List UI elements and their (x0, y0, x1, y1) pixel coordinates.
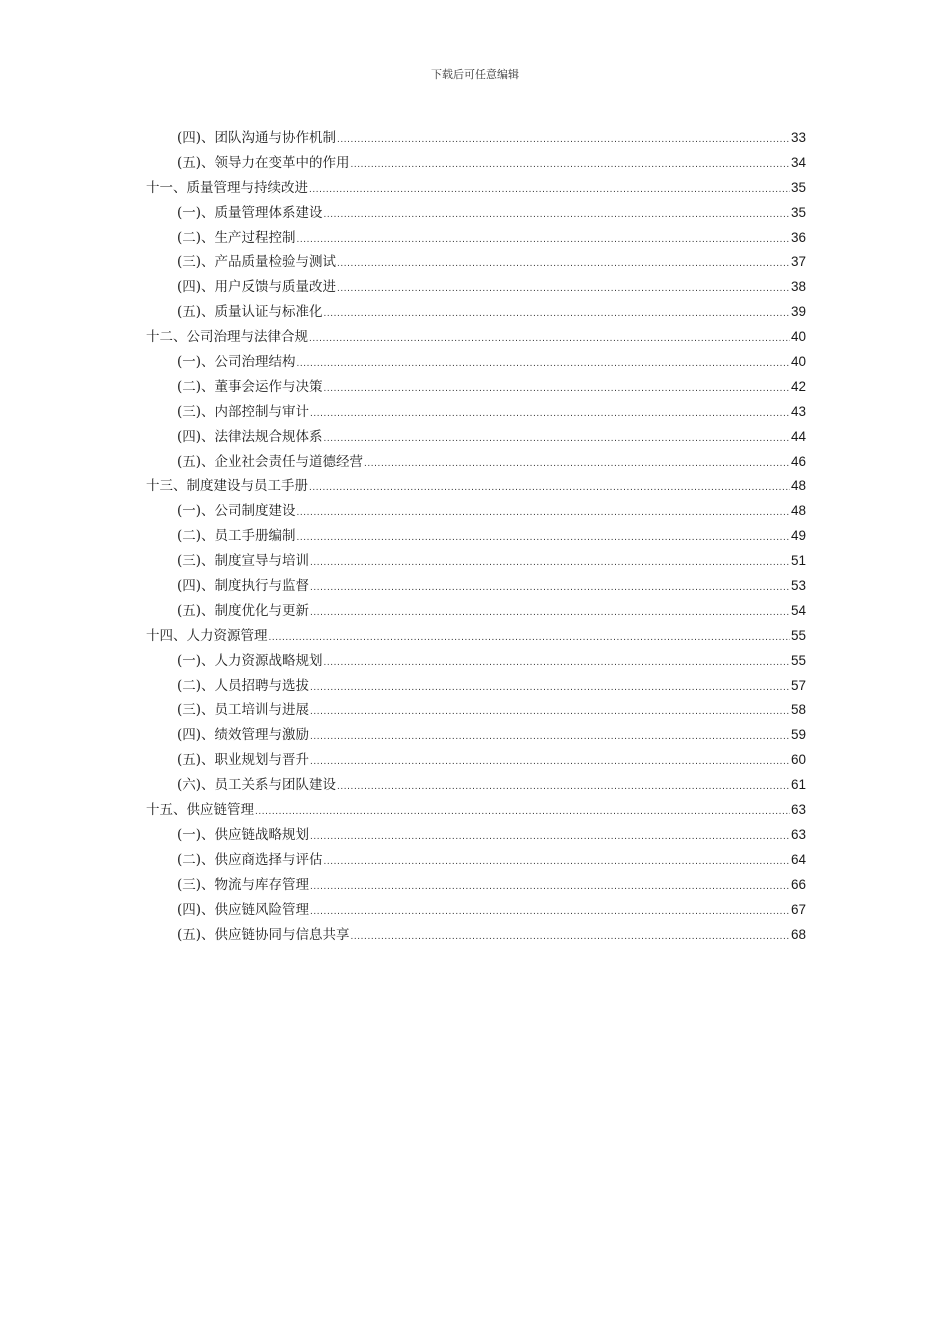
toc-entry-title: (三)、员工培训与进展 (177, 702, 310, 719)
toc-dot-leader (324, 427, 790, 452)
toc-dot-leader (310, 676, 790, 701)
toc-dot-leader (255, 800, 790, 825)
toc-page-number: 49 (790, 528, 806, 544)
toc-dot-leader (297, 501, 790, 526)
toc-page-number: 51 (790, 553, 806, 569)
toc-page-number: 35 (790, 204, 806, 220)
toc-page-number: 38 (790, 279, 806, 295)
toc-dot-leader (351, 925, 790, 950)
toc-dot-leader (297, 352, 790, 377)
toc-section-entry[interactable] (146, 151, 806, 176)
toc-entry-title: (三)、制度宣导与培训 (177, 553, 310, 570)
toc-entry-title: (四)、法律法规合规体系 (177, 428, 323, 445)
toc-entry-title: (五)、职业规划与晋升 (177, 752, 310, 769)
toc-page-number: 40 (790, 329, 806, 345)
toc-entry-title: 十一、质量管理与持续改进 (146, 179, 308, 196)
toc-section-entry[interactable] (146, 400, 806, 425)
toc-section-entry[interactable] (146, 275, 806, 300)
toc-dot-leader (310, 700, 790, 725)
toc-page-number: 60 (790, 752, 806, 768)
toc-section-entry[interactable] (146, 549, 806, 574)
toc-section-entry[interactable] (146, 201, 806, 226)
toc-page-number: 61 (790, 777, 806, 793)
toc-chapter-entry[interactable] (146, 798, 806, 823)
toc-entry-title: (二)、生产过程控制 (177, 229, 296, 246)
toc-entry-title: 十二、公司治理与法律合规 (146, 329, 308, 346)
toc-page-number: 59 (790, 727, 806, 743)
toc-section-entry[interactable] (146, 773, 806, 798)
toc-page-number: 68 (790, 926, 806, 942)
toc-entry-title: (三)、产品质量检验与测试 (177, 254, 337, 271)
toc-entry-title: (一)、公司治理结构 (177, 354, 296, 371)
toc-page-number: 66 (790, 876, 806, 892)
toc-dot-leader (310, 725, 790, 750)
toc-entry-title: (一)、人力资源战略规划 (177, 652, 323, 669)
toc-section-entry[interactable] (146, 226, 806, 251)
toc-dot-leader (310, 601, 790, 626)
toc-chapter-entry[interactable] (146, 176, 806, 201)
toc-section-entry[interactable] (146, 524, 806, 549)
toc-page-number: 55 (790, 652, 806, 668)
toc-entry-title: (五)、领导力在变革中的作用 (177, 154, 350, 171)
toc-entry-title: (一)、公司制度建设 (177, 503, 296, 520)
toc-section-entry[interactable] (146, 350, 806, 375)
toc-dot-leader (324, 377, 790, 402)
toc-section-entry[interactable] (146, 873, 806, 898)
toc-section-entry[interactable] (146, 748, 806, 773)
toc-section-entry[interactable] (146, 823, 806, 848)
toc-dot-leader (310, 750, 790, 775)
toc-dot-leader (324, 651, 790, 676)
toc-page-number: 63 (790, 802, 806, 818)
toc-dot-leader (364, 452, 790, 477)
toc-entry-title: 十五、供应链管理 (146, 802, 254, 819)
toc-dot-leader (310, 875, 790, 900)
toc-section-entry[interactable] (146, 300, 806, 325)
toc-page-number: 64 (790, 851, 806, 867)
toc-page-number: 36 (790, 229, 806, 245)
toc-section-entry[interactable] (146, 723, 806, 748)
toc-page-number: 42 (790, 378, 806, 394)
toc-entry-title: (一)、质量管理体系建设 (177, 204, 323, 221)
toc-page-number: 35 (790, 179, 806, 195)
toc-entry-title: (二)、员工手册编制 (177, 528, 296, 545)
toc-dot-leader (310, 402, 790, 427)
toc-dot-leader (324, 203, 790, 228)
toc-dot-leader (324, 850, 790, 875)
toc-dot-leader (310, 900, 790, 925)
toc-entry-title: (五)、质量认证与标准化 (177, 304, 323, 321)
toc-page-number: 43 (790, 403, 806, 419)
toc-chapter-entry[interactable] (146, 624, 806, 649)
toc-page-number: 57 (790, 677, 806, 693)
toc-page-number: 48 (790, 503, 806, 519)
toc-dot-leader (324, 302, 790, 327)
toc-chapter-entry[interactable] (146, 474, 806, 499)
toc-dot-leader (269, 626, 790, 651)
toc-chapter-entry[interactable] (146, 325, 806, 350)
toc-dot-leader (337, 252, 790, 277)
toc-section-entry[interactable] (146, 848, 806, 873)
toc-entry-title: (三)、内部控制与审计 (177, 403, 310, 420)
toc-page-number: 48 (790, 478, 806, 494)
toc-dot-leader (310, 551, 790, 576)
toc-page-number: 34 (790, 154, 806, 170)
toc-section-entry[interactable] (146, 698, 806, 723)
toc-page-number: 37 (790, 254, 806, 270)
toc-section-entry[interactable] (146, 574, 806, 599)
toc-entry-title: (三)、物流与库存管理 (177, 876, 310, 893)
toc-section-entry[interactable] (146, 126, 806, 151)
toc-dot-leader (337, 128, 790, 153)
table-of-contents (146, 126, 806, 947)
toc-page-number: 44 (790, 428, 806, 444)
toc-section-entry[interactable] (146, 649, 806, 674)
toc-entry-title: (二)、人员招聘与选拔 (177, 677, 310, 694)
toc-dot-leader (297, 228, 790, 253)
toc-dot-leader (351, 153, 790, 178)
toc-page-number: 33 (790, 130, 806, 145)
toc-entry-title: (四)、用户反馈与质量改进 (177, 279, 337, 296)
toc-entry-title: (四)、供应链风险管理 (177, 901, 310, 918)
toc-entry-title: (一)、供应链战略规划 (177, 826, 310, 843)
toc-section-entry[interactable] (146, 250, 806, 275)
toc-entry-title: (五)、企业社会责任与道德经营 (177, 453, 364, 470)
toc-entry-title: (四)、制度执行与监督 (177, 578, 310, 595)
toc-section-entry[interactable] (146, 599, 806, 624)
toc-page-number: 54 (790, 602, 806, 618)
toc-dot-leader (310, 576, 790, 601)
toc-page-number: 53 (790, 578, 806, 594)
toc-entry-title: (二)、董事会运作与决策 (177, 378, 323, 395)
toc-page-number: 40 (790, 354, 806, 370)
toc-page-number: 67 (790, 901, 806, 917)
toc-section-entry[interactable] (146, 674, 806, 699)
toc-entry-title: 十三、制度建设与员工手册 (146, 478, 308, 495)
toc-entry-title: (二)、供应商选择与评估 (177, 851, 323, 868)
toc-section-entry[interactable] (146, 425, 806, 450)
toc-page-number: 39 (790, 304, 806, 320)
toc-dot-leader (310, 825, 790, 850)
toc-dot-leader (297, 526, 790, 551)
toc-dot-leader (337, 775, 790, 800)
toc-entry-title: (五)、制度优化与更新 (177, 602, 310, 619)
toc-page-number: 46 (790, 453, 806, 469)
toc-section-entry[interactable] (146, 923, 806, 948)
toc-section-entry[interactable] (146, 375, 806, 400)
toc-page-number: 55 (790, 627, 806, 643)
toc-page-number: 58 (790, 702, 806, 718)
toc-dot-leader (337, 277, 790, 302)
toc-dot-leader (309, 178, 790, 203)
toc-section-entry[interactable] (146, 499, 806, 524)
toc-entry-title: (四)、团队沟通与协作机制 (177, 130, 337, 146)
toc-entry-title: (六)、员工关系与团队建设 (177, 777, 337, 794)
toc-entry-title: (五)、供应链协同与信息共享 (177, 926, 350, 943)
toc-page-number: 63 (790, 826, 806, 842)
toc-section-entry[interactable] (146, 450, 806, 475)
toc-section-entry[interactable] (146, 898, 806, 923)
page-header: 下载后可任意编辑 (431, 68, 519, 81)
toc-entry-title: 十四、人力资源管理 (146, 627, 268, 644)
toc-dot-leader (309, 476, 790, 501)
toc-entry-title: (四)、绩效管理与激励 (177, 727, 310, 744)
toc-dot-leader (309, 327, 790, 352)
